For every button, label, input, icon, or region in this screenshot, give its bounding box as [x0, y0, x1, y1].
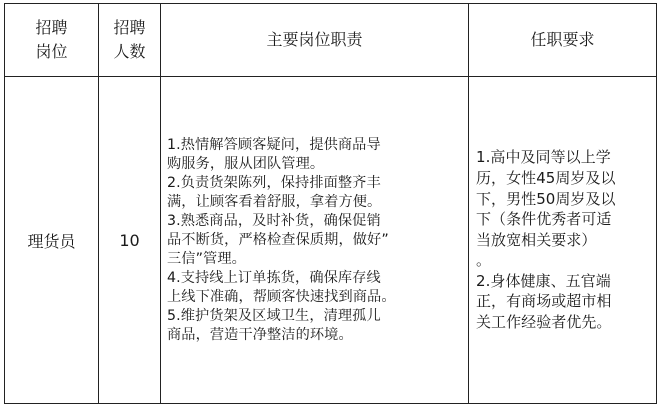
- duty-line: 品不断货，严格检查保质期，做好”: [167, 231, 389, 248]
- header-requirements: [469, 4, 657, 77]
- position-value: 理货员: [27, 231, 76, 251]
- duty-line: 上线下准确，帮顾客快速找到商品。: [167, 288, 396, 305]
- header-duties-label: 主要岗位职责: [266, 30, 363, 49]
- table-row: [5, 77, 657, 404]
- duties-cell: [161, 77, 469, 404]
- duty-line: 满，让顾客看着舒服，拿着方便。: [167, 193, 382, 210]
- header-position-line-2: 岗位: [35, 42, 68, 61]
- header-position: [5, 4, 99, 77]
- requirement-line: 2.身体健康、五官端: [476, 271, 611, 290]
- count-value: 10: [119, 230, 140, 250]
- duty-line: 购服务，服从团队管理。: [167, 155, 325, 172]
- requirement-line: 1.高中及同等以上学: [476, 148, 611, 167]
- header-row: [5, 4, 657, 77]
- requirement-line: 关工作经验者优先。: [476, 313, 612, 332]
- duty-line: 5.维护货架及区域卫生，清理孤儿: [167, 307, 381, 324]
- requirement-line: 历，女性45周岁及以: [476, 168, 616, 187]
- duty-line: 3.熟悉商品，及时补货，确保促销: [167, 212, 381, 229]
- header-count-line-2: 人数: [113, 42, 146, 61]
- count-cell: [99, 77, 161, 404]
- header-position-line-1: 招聘: [35, 18, 68, 37]
- duty-line: 三信”管理。: [167, 250, 246, 267]
- header-count-line-1: 招聘: [113, 18, 146, 37]
- requirement-line: 下，男性50周岁及以: [476, 189, 616, 208]
- requirement-line: 下（条件优秀者可适: [476, 210, 612, 229]
- header-requirements-label: 任职要求: [530, 30, 595, 49]
- header-count: [99, 4, 161, 77]
- duty-line: 1.热情解答顾客疑问，提供商品导: [167, 136, 381, 153]
- duty-line: 4.支持线上订单拣货，确保库存线: [167, 269, 381, 286]
- recruitment-table: [4, 3, 657, 404]
- requirement-line: 。: [476, 251, 492, 270]
- header-duties: [161, 4, 469, 77]
- duty-line: 商品，营造干净整洁的环境。: [167, 326, 353, 343]
- requirement-line: 正，有商场或超市相: [476, 292, 612, 311]
- requirement-line: 当放宽相关要求）: [476, 230, 597, 249]
- position-cell: [5, 77, 99, 404]
- requirements-cell: [469, 77, 657, 404]
- duty-line: 2.负责货架陈列，保持排面整齐丰: [167, 174, 381, 191]
